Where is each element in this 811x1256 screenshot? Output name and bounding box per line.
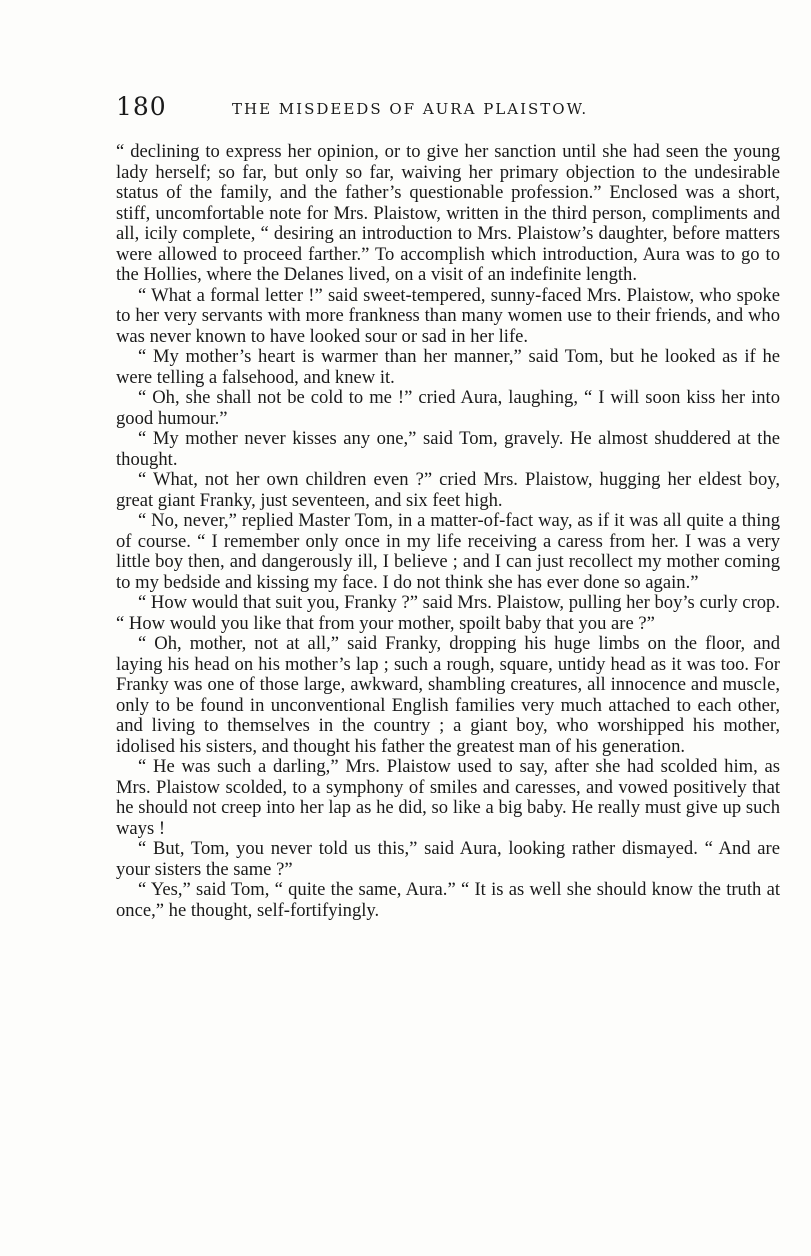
page-header: [116, 92, 676, 132]
running-title: THE MISDEEDS OF AURA PLAISTOW.: [232, 100, 589, 118]
paragraph: “ declining to express her opinion, or to give her sanction until she had seen the young lady herself; so far, but only so far, waiving her primary objection to the undesirable status of the family, and the father’s questionable profession.” Enclosed was a short, stiff, uncomfortable note for Mrs. Plaistow, written in the third person, compliments and all, icily complete, “ desiring an introduction to Mrs. Plaistow’s daughter, before matters were allowed to proceed farther.” To accomplish which introduction, Aura was to go to the Hollies, where the Delanes lived, on a visit of an indefinite length.: [116, 141, 780, 285]
paragraph: “ Oh, she shall not be cold to me !” cried Aura, laughing, “ I will soon kiss her into good humour.”: [116, 387, 780, 429]
paragraph: “ Oh, mother, not at all,” said Franky, dropping his huge limbs on the floor, and laying his head on his mother’s lap ; such a rough, square, untidy head as it was too. For Franky was one of those large, awkward, shambling creatures, all innocence and muscle, only to be found in unconventional English families very much attached to each other, and living to themselves in the country ; a giant boy, who worshipped his mother, idolised his sisters, and thought his father the greatest man of his generation.: [116, 633, 780, 757]
body-text: [116, 142, 780, 921]
paragraph: “ He was such a darling,” Mrs. Plaistow used to say, after she had scolded him, as Mrs. Plaistow scolded, to a symphony of smiles and caresses, and vowed positively that he should not creep into her lap as he did, so like a big baby. He really must give up such ways !: [116, 756, 780, 839]
paragraph: “ My mother’s heart is warmer than her manner,” said Tom, but he looked as if he were telling a falsehood, and knew it.: [116, 346, 780, 388]
paragraph: “ But, Tom, you never told us this,” said Aura, looking rather dismayed. “ And are your sisters the same ?”: [116, 838, 780, 880]
page-number: 180: [116, 92, 167, 121]
paragraph: “ What a formal letter !” said sweet-tempered, sunny-faced Mrs. Plaistow, who spoke to her very servants with more frankness than many women use to their friends, and who was never known to have looked sour or sad in her life.: [116, 284, 780, 347]
paragraph: “ No, never,” replied Master Tom, in a matter-of-fact way, as if it was all quite a thing of course. “ I remember only once in my life receiving a caress from her. I was a very little boy then, and dangerously ill, I believe ; and I can just recollect my mother coming to my bedside and kissing my face. I do not think she has ever done so again.”: [116, 510, 780, 593]
paragraph: “ My mother never kisses any one,” said Tom, gravely. He almost shuddered at the thought.: [116, 428, 780, 470]
paragraph: “ What, not her own children even ?” cried Mrs. Plaistow, hugging her eldest boy, great giant Franky, just seventeen, and six feet high.: [116, 469, 780, 511]
paragraph: “ How would that suit you, Franky ?” said Mrs. Plaistow, pulling her boy’s curly crop. “ How would you like that from your mother, spoilt baby that you are ?”: [116, 592, 780, 634]
paragraph: “ Yes,” said Tom, “ quite the same, Aura.” “ It is as well she should know the truth at once,” he thought, self-fortifyingly.: [116, 879, 780, 921]
